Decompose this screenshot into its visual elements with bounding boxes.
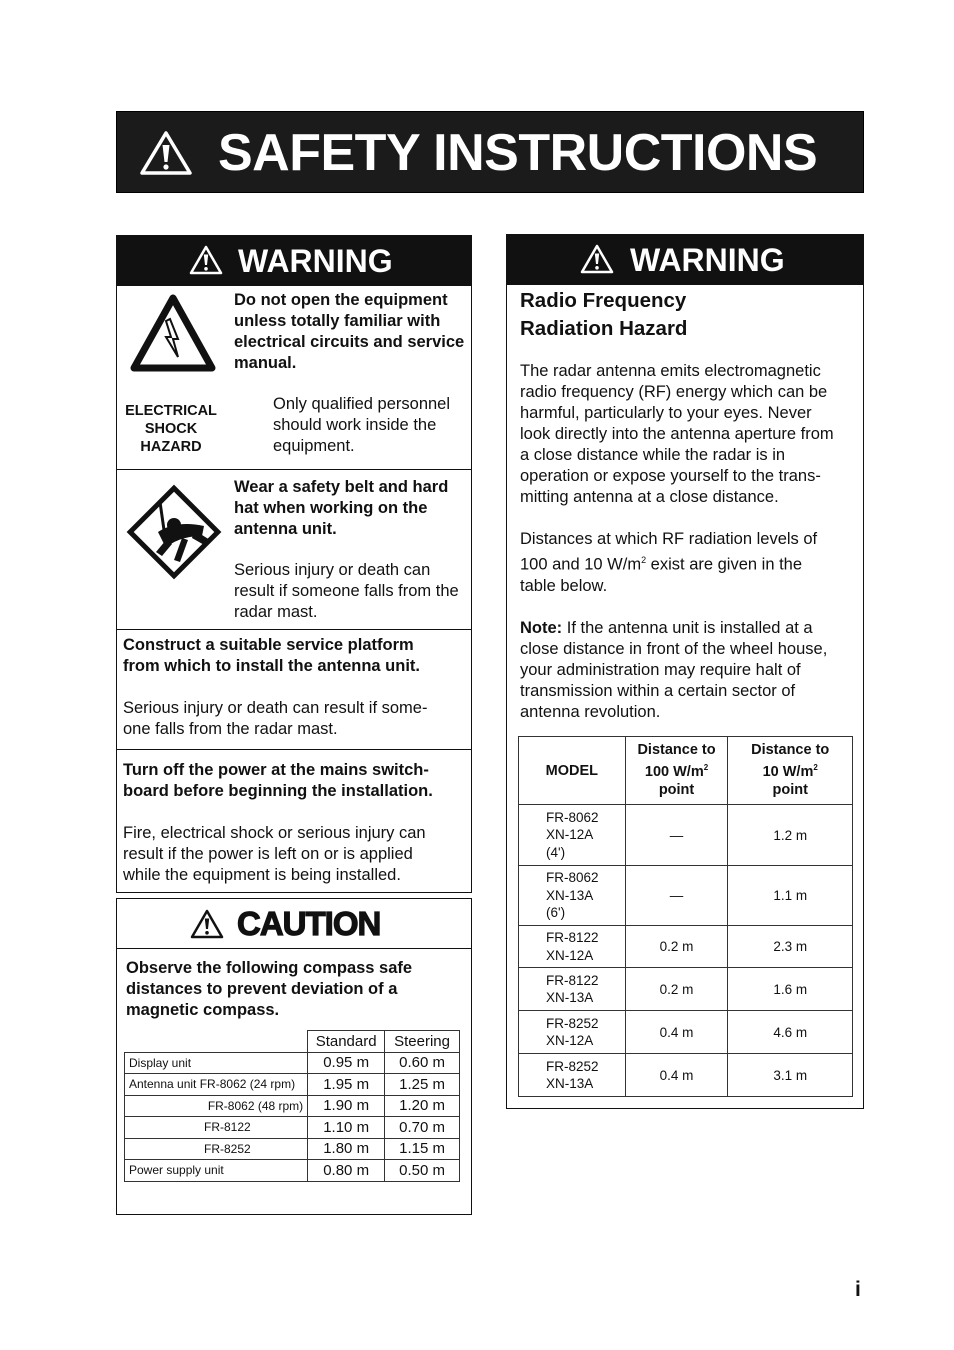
model-line: FR-8062 — [546, 809, 599, 825]
model-line: FR-8252 — [546, 1015, 599, 1031]
page-number: i — [855, 1278, 861, 1301]
table-header-row — [519, 737, 853, 805]
standard-value: 1.95 m — [308, 1074, 385, 1096]
row-label: FR-8062 (48 rpm) — [125, 1095, 308, 1117]
header-line — [729, 759, 851, 781]
superscript: 2 — [641, 555, 647, 565]
rf-p1-line: The radar antenna emits electromagnetic — [520, 362, 821, 380]
table-row — [519, 968, 853, 1011]
model-line: FR-8122 — [546, 972, 599, 988]
row-label: Power supply unit — [125, 1160, 308, 1182]
rf-note-line: close distance in front of the wheel house, — [520, 639, 828, 658]
rf-body-text — [520, 361, 862, 723]
table-row — [125, 1117, 460, 1139]
table-row — [519, 866, 853, 926]
caution-intro-line: distances to prevent deviation of a — [126, 980, 398, 998]
header-text: 10 W/m — [762, 764, 814, 781]
rf-note — [520, 618, 862, 723]
column-header-model: MODEL — [519, 737, 626, 805]
platform-bold-line: from which to install the antenna unit. — [123, 657, 421, 675]
left-warning-header — [117, 236, 471, 286]
model-cell — [519, 1054, 626, 1097]
rf-note-line: transmission within a certain sector of — [520, 681, 796, 700]
steering-value: 0.60 m — [385, 1052, 460, 1074]
rf-note-line: antenna revolution. — [520, 702, 661, 721]
platform-normal-line: Serious injury or death can result if some- — [123, 699, 428, 717]
row-label: FR-8122 — [125, 1117, 308, 1139]
model-line: XN-13A — [546, 1076, 594, 1091]
distance-10-cell: 2.3 m — [728, 926, 853, 968]
distance-100-cell: 0.4 m — [625, 1011, 728, 1054]
model-line: XN-13A — [546, 990, 594, 1005]
model-line: FR-8122 — [546, 930, 599, 945]
standard-value: 1.90 m — [308, 1095, 385, 1117]
rf-paragraph-2 — [520, 529, 862, 597]
model-cell — [519, 866, 626, 926]
superscript: 2 — [703, 763, 709, 773]
fall-hazard-icon — [122, 480, 226, 584]
power-text — [123, 760, 463, 886]
steering-value: 0.70 m — [385, 1117, 460, 1139]
title-banner — [116, 111, 864, 193]
rf-p1-line: look directly into the antenna aperture from — [520, 425, 834, 443]
shock-warning-text: Do not open the equipment unless totally familiar with electrical circuits and service manual. — [234, 291, 465, 372]
right-warning-header — [507, 235, 863, 285]
caution-triangle-icon — [190, 909, 224, 939]
column-header-10w — [728, 737, 853, 805]
caution-intro-line: magnetic compass. — [126, 1001, 280, 1019]
table-row — [519, 1054, 853, 1097]
warning-triangle-icon — [580, 244, 614, 274]
warning-triangle-icon — [139, 130, 193, 176]
table-row — [519, 926, 853, 968]
rf-note-lines — [520, 639, 862, 723]
model-cell — [519, 1011, 626, 1054]
column-header-standard: Standard — [308, 1031, 385, 1053]
standard-value: 1.80 m — [308, 1138, 385, 1160]
distance-10-cell: 1.2 m — [728, 805, 853, 866]
right-warning-title: WARNING — [630, 242, 785, 278]
header-line: point — [658, 781, 695, 798]
model-line: FR-8252 — [546, 1058, 599, 1074]
page-title: SAFETY INSTRUCTIONS — [218, 124, 818, 182]
distance-100-cell: — — [625, 866, 728, 926]
platform-text — [123, 635, 463, 740]
model-line: XN-13A — [546, 887, 594, 903]
model-cell — [519, 805, 626, 866]
standard-value: 1.10 m — [308, 1117, 385, 1139]
rf-p1-line: a close distance while the radar is in — [520, 446, 786, 464]
belt-section — [117, 469, 471, 629]
header-line: Distance to — [637, 741, 716, 758]
distance-10-cell: 4.6 m — [728, 1011, 853, 1054]
caution-title: CAUTION — [237, 905, 381, 942]
platform-bold-line: Construct a suitable service platform — [123, 636, 414, 654]
steering-value: 1.15 m — [385, 1138, 460, 1160]
header-text: 100 W/m — [644, 764, 704, 781]
rf-p2-line: table below. — [520, 576, 608, 595]
model-line: XN-12A — [546, 827, 594, 843]
steering-value: 1.20 m — [385, 1095, 460, 1117]
model-cell — [519, 968, 626, 1011]
header-line: point — [772, 781, 808, 798]
distance-100-cell: 0.2 m — [625, 926, 728, 968]
caution-intro — [126, 958, 466, 1021]
rf-note-text: If the antenna unit is installed at a — [562, 618, 813, 637]
note-label: Note: — [520, 618, 563, 637]
column-header-steering: Steering — [385, 1031, 460, 1053]
row-label: Antenna unit FR-8062 (24 rpm) — [125, 1074, 308, 1096]
rf-p1-line: operation or expose yourself to the trans- — [520, 467, 821, 485]
shock-label-line: ELECTRICAL — [125, 403, 217, 419]
rf-p2-text: exist are given in the — [646, 555, 803, 574]
power-section — [117, 749, 471, 894]
rf-note-line — [520, 618, 862, 639]
caution-header — [117, 899, 471, 949]
power-normal-line: result if the power is left on or is applied — [123, 845, 413, 863]
rf-p2-line — [520, 550, 862, 576]
left-warning-box — [116, 235, 472, 893]
caution-box — [116, 898, 472, 1215]
caution-intro-line: Observe the following compass safe — [126, 959, 413, 977]
distance-10-cell: 1.1 m — [728, 866, 853, 926]
rf-hazard-title — [520, 287, 687, 343]
rf-title-line: Radio Frequency — [520, 289, 687, 312]
shock-label-line: HAZARD — [140, 439, 202, 455]
compass-distance-table — [124, 1030, 460, 1182]
table-row — [125, 1138, 460, 1160]
distance-100-cell: 0.2 m — [625, 968, 728, 1011]
rf-p1-line: harmful, particularly to your eyes. Never — [520, 404, 812, 422]
row-label: FR-8252 — [125, 1138, 308, 1160]
distance-100-cell: — — [625, 805, 728, 866]
platform-normal-line: one falls from the radar mast. — [123, 720, 338, 738]
table-row — [125, 1095, 460, 1117]
warning-triangle-icon — [189, 245, 223, 275]
model-line: (6') — [546, 905, 566, 921]
belt-normal-text: Serious injury or death can result if someone falls from the radar mast. — [234, 561, 459, 621]
power-bold-line: board before beginning the installation. — [123, 782, 433, 800]
model-line: FR-8062 — [546, 870, 599, 886]
superscript: 2 — [813, 763, 818, 773]
power-normal-line: while the equipment is being installed. — [123, 866, 401, 884]
header-line — [627, 759, 727, 781]
row-label: Display unit — [125, 1052, 308, 1074]
standard-value: 0.80 m — [308, 1160, 385, 1182]
rf-paragraph-1 — [520, 361, 862, 508]
rf-p2-text: 100 and 10 W/m — [520, 555, 642, 574]
standard-value: 0.95 m — [308, 1052, 385, 1074]
distance-10-cell: 3.1 m — [728, 1054, 853, 1097]
empty-cell — [125, 1031, 308, 1053]
model-line: XN-12A — [546, 947, 594, 963]
shock-icon-label — [117, 402, 225, 456]
table-row — [519, 1011, 853, 1054]
rf-p2-line: Distances at which RF radiation levels of — [520, 530, 818, 548]
distance-10-cell: 1.6 m — [728, 968, 853, 1011]
electrical-shock-hazard-icon — [129, 293, 217, 373]
right-warning-box — [506, 234, 864, 1109]
rf-distance-table — [518, 736, 853, 1097]
left-warning-title: WARNING — [238, 243, 393, 279]
header-line: Distance to — [751, 741, 830, 758]
steering-value: 0.50 m — [385, 1160, 460, 1182]
rf-title-line: Radiation Hazard — [520, 317, 688, 340]
model-line: (4') — [546, 844, 566, 860]
shock-label-line: SHOCK — [144, 421, 198, 437]
rf-p1-line: radio frequency (RF) energy which can be — [520, 383, 828, 401]
table-row — [125, 1160, 460, 1182]
table-header-row — [125, 1031, 460, 1053]
steering-value: 1.25 m — [385, 1074, 460, 1096]
table-row — [125, 1052, 460, 1074]
model-cell — [519, 926, 626, 968]
platform-section — [117, 629, 471, 749]
belt-warning-text: Wear a safety belt and hard hat when working on the antenna unit. — [234, 478, 449, 538]
power-bold-line: Turn off the power at the mains switch- — [123, 761, 429, 779]
table-row — [125, 1074, 460, 1096]
table-row — [519, 805, 853, 866]
shock-normal-text: Only qualified personnel should work inside the equipment. — [273, 395, 451, 455]
rf-note-line: your administration may require halt of — [520, 660, 801, 679]
column-header-100w — [625, 737, 728, 805]
distance-100-cell: 0.4 m — [625, 1054, 728, 1097]
model-line: XN-12A — [546, 1033, 594, 1048]
rf-p1-line: mitting antenna at a close distance. — [520, 488, 779, 506]
power-normal-line: Fire, electrical shock or serious injury can — [123, 824, 426, 842]
